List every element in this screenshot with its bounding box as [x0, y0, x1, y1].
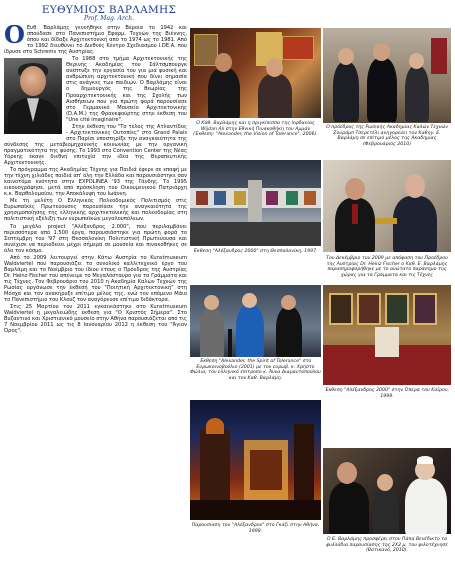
caption-cairo-opera: Έκθεση "Αλέξανδρος 2000" στην Όπερα του Καΐρου, 1998.: [324, 388, 450, 399]
photo-austrian-president: [323, 160, 451, 252]
paragraph-8: Στις 25 Μαρτίου του 2011 εγκαινιάστηκε στο Kunstmuseum Waldviertel η μεγαλειώδης έκθεση για "Ο Χριστός Σήμερα". Στο Βυζαντινό και Χριστιανικό μουσείο στην Αθήνα παρουσιάζεται από τις 7 Νοεμβρίου 2011 ως τις 8 Ιανουαρίου 2012 η έκθεση του "Άγιον Όρος".: [4, 304, 187, 335]
photo-amman-gallery: [190, 28, 321, 118]
caption-russian-academy: Ο πρόεδρος της Ρωσικής Ακαδημίας Καλών Τεχνών Ζουράμπ Τσερετέλι ανηγορεύει τον Καθηγ. Ε. Βαρλάμη σε επίτιμο μέλος της Ακαδημίας (Φεβρουάριος 2010): [326, 125, 448, 148]
photo-gazi-athens: [190, 400, 321, 520]
caption-amman: Ο Καθ. Βαρλάμης και η πριγκίπισσα της Ιορδανίας Wijdan Ali στην Εθνική Πινακοθήκη του Αμμάν (Έκθεση: "Alexander, the Vision of Tolerance", 2006).: [193, 121, 318, 138]
photo-thessaloniki-exhibition: [190, 160, 321, 246]
paragraph-6: Το μεγάλο project "Αλέξανδρος 2.000", που περιλαμβάνει περισσότερα από 1.500 έργα, παρουσιάστηκε για πρώτη φορά το Σεπτέμβρη του '97 στη Θεσσαλονίκη Πολιτιστική Πρωτεύουσα και συνέχισε να περιοδεύει μέχρι σήμερα σε μουσεία και πινακοθήκες σε όλο τον κόσμο.: [4, 223, 187, 254]
article-title: ΕΥΘΥΜΙΟΣ ΒΑΡΛΑΜΗΣ: [41, 4, 177, 16]
caption-thessaloniki: Έκθεση "Αλέξανδρος 2000" στη Θεσσαλονίκη, 1997.: [193, 249, 318, 254]
photo-european-parliament: [190, 285, 321, 357]
paragraph-2: Το 1988 στο τμήμα Αρχιτεκτονικής της Θερινής Ακαδημίας του Σάλτσμπουργκ ανέπτυξε την εργασία του για μια φυσική και ανθρώπινη αρχιτεκτονική που δίνει σημασία στις ανάγκες των παιδιών. Ο Βαρλάμης είναι ο δημιουργός της θεωρίας της Προαρχιτεκτονικής και της Σχολής των Αισθήσεων που για πρώτη φορά παρουσίασε στο Γερμανικό Μουσείο Αρχιτεκτονικής (D.A.M.) της Φρανκφούρτης στην έκθεση του "Une cité imaginaire".: [66, 56, 187, 123]
paragraph-4: Το πρόγραμμα της Ακαδημίας Τέχνης για Παιδιά έφερε σε επαφή με την τέχνη χιλιάδες παιδιά απ' όλη την Ελλάδα και παρουσιάστηκε σαν καινοτόμα ενότητα στην EXPOLINEA '93 της Γάνδης. Το 1995 εικονογράφησε, μετά από πρόσκληση του Οικουμενικού Πατριάρχη κ.κ. Βαρθολομαίου, την Αποκάλυψη του Ιωάννη.: [4, 167, 187, 198]
paragraph-1: Ο Ευθ. Βαρλάμης γεννήθηκε στην Βέροια το 1942 και σπούδασε στο Πανεπιστήμιο Εφαρμ. Τεχνών της Βιέννης, όπου και δίδαξε Αρχιτεκτονική από το 1974 ως το 1981. Από το 1992 διευθύνει το Διεθνές Κέντρο Σχεδιασμού I.DE.A. που ίδρυσε στο Schrems της Αυστρίας.: [4, 25, 187, 56]
caption-austrian-president: Τον Δεκέμβριο του 2009 με απόφαση του Προέδρου της Αυστρίας Dr. Heinz Fischer ο Καθ. Ε. Βαρλάμης παρασημοφορήθηκε με το ανώτατο παράσημο της χώρας για τα Γράμματα και τις Τέχνες: [326, 256, 448, 279]
portrait-photo: [4, 58, 62, 134]
caption-pope-benedict: Ο Ε. Βαρλάμης προσφέρει στον Πάπα Βενέδικτο τα φυλλάδια παρουσίασης της 2Χ2 μ. του φιλοτέχνησε (Βατικανό, 2010).: [326, 537, 448, 554]
drop-cap: Ο: [4, 25, 25, 49]
photo-russian-academy: [323, 28, 451, 123]
article-subtitle: Prof. Mag. Arch.: [83, 15, 135, 22]
paragraph-3: Στην έκθεση του "Το τέλος της Ατλαντίδος - Αρχιτεκτονικές Ουτοπίες" στο Grand Palais στο Παρίσι υποστηρίξε την αναγκαιότητα της σύνδεσης της μεταβιομηχανικής κοινωνίας με την οργανική πραγματικότητα της φύσης. Το 1993 στο Convention Center της Νέας Υόρκης έκανε διεθνή επιτυχία την ιδέα της Θεραπευτικής Αρχιτεκτονικής.: [4, 123, 187, 167]
paragraph-5: Με τη μελέτη Ο Ελληνικός Πολεοδομικός Πολιτισμός στις Ευρωπαϊκές Πρωτεύουσες παρουσίασε την αναγκαιότητα της χρησιμοποίησης της ελληνικής αρχιτεκτονικής και πολεοδομίας στη πολιτιστική εξέλιξη των ευρωπαϊκών μεγαλουπόλεων.: [4, 198, 187, 223]
caption-european-parliament: Έκθεση "Alexander, the Spirit of Tolerance" στο Ευρωκοινοβούλιο (2001) με τον ευρωβ. κ. Χρήστο Φώλια, τον ελληνικό επίτροπο κ. Άννα Διαμαντοπούλου και τον Καθ. Βαρλάμη.: [190, 359, 321, 382]
article-body: [4, 25, 187, 585]
photo-pope-benedict: [323, 448, 451, 534]
photo-cairo-opera: [323, 285, 451, 385]
paragraph-7: Από το 2009 λειτουργεί στην Κάτω Αυστρία το Kunstmuseum Waldviertel που παρουσιάζει το συνολικό καλλιτεχνικό έργο του Βαρλάμη και το Νοέμβριο του ίδιου έτους ο Πρόεδρος της Αυστρίας Dr. Heinz Fischer του απένειμε το Μεγαλόσταυρο για τα Γράμματα και τις Τέχνες. Τον Φεβρουάριο του 2010 η Ακαδημία Καλών Τεχνών της Ρωσίας οργάνωσε την έκθεσή του "Ποιητική Αρχιτεκτονική" στη Μόσχα και τον ανακήρυξε επίτιμο μέλος της, ενώ τον επόμενο Μάιο το Πανεπιστήμιο του Κλουζ τον αναγόρευσε επίτιμο διδάκτορα.: [4, 254, 187, 304]
caption-gazi-athens: Παρουσίαση του "Αλέξανδρου" στο Γκάζι στην Αθήνα, 1998.: [191, 523, 320, 534]
